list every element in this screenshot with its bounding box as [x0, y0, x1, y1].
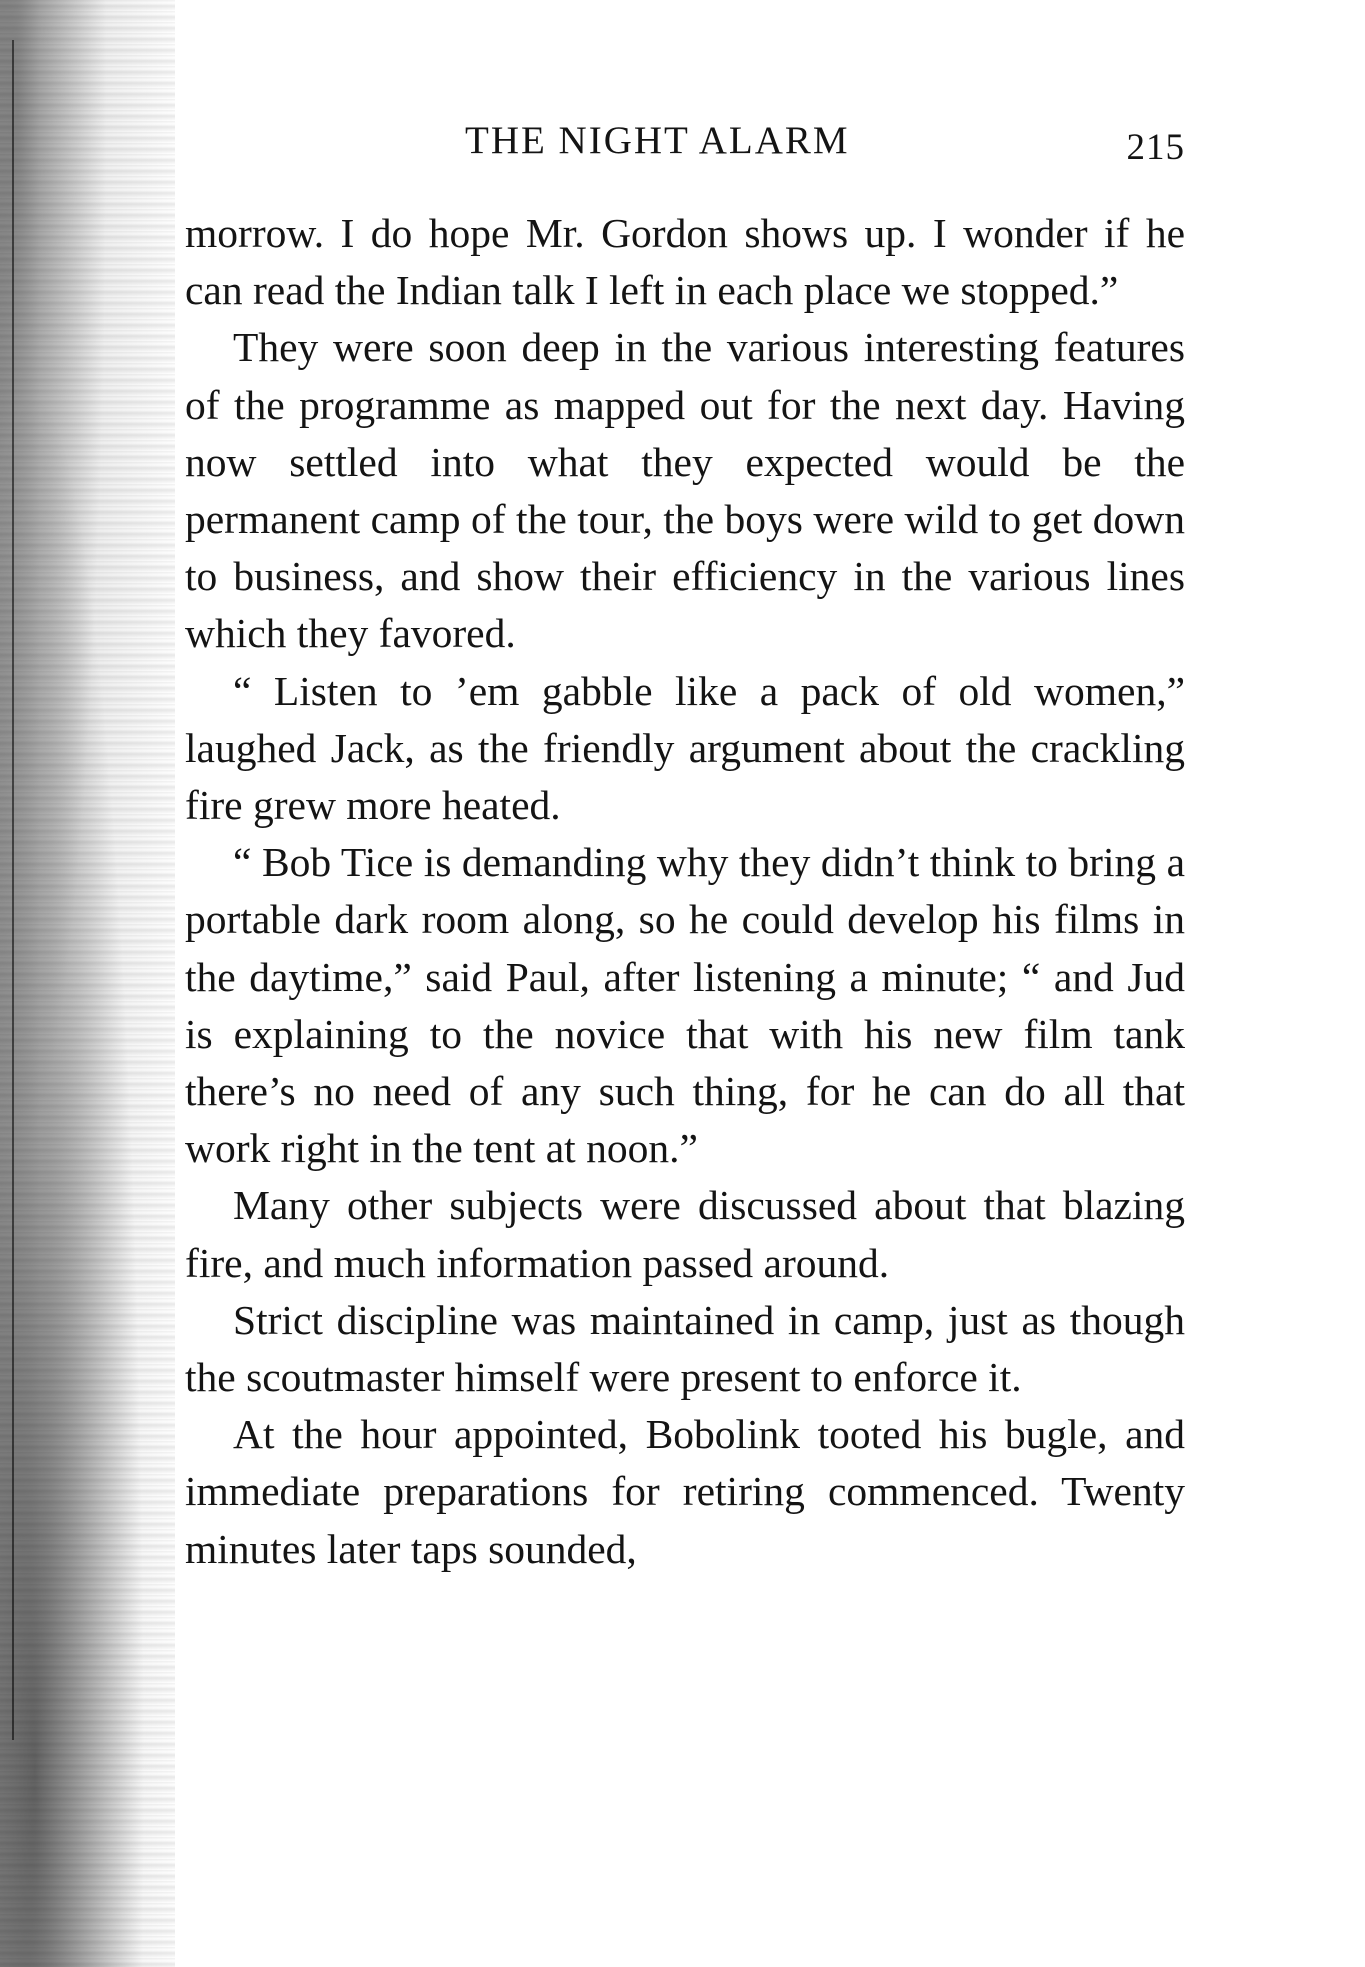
- paragraph: Many other subjects were discussed about that blazing fire, and much information passed around.: [185, 1182, 1185, 1286]
- paragraph: morrow. I do hope Mr. Gordon shows up. I wonder if he can read the Indian talk I left in each place we stopped.”: [185, 210, 1185, 314]
- scan-gutter-shadow: [0, 0, 175, 1967]
- page-number: 215: [1126, 127, 1185, 168]
- paragraph: They were soon deep in the various interesting features of the programme as mapped out for the next day. Having now settled into what they expected would be the permanent camp of the tour, the boys were wild to get down to business, and show their efficiency in the various lines which they favored.: [185, 324, 1185, 657]
- scan-gutter-edge: [12, 40, 14, 1740]
- paragraph: At the hour appointed, Bobolink tooted his bugle, and immediate preparations for retiring commenced. Twenty minutes later taps sounded,: [185, 1411, 1185, 1572]
- body-text: [185, 205, 1185, 1578]
- paragraph: “ Bob Tice is demanding why they didn’t think to bring a portable dark room along, so he could develop his films in the daytime,” said Paul, after listening a minute; “ and Jud is explaining to the novice that with his new film tank there’s no need of any such thing, for he can do all that work right in the tent at noon.”: [185, 839, 1185, 1172]
- chapter-title: THE NIGHT ALARM: [465, 119, 850, 162]
- paragraph: Strict discipline was maintained in camp, just as though the scoutmaster himself were present to enforce it.: [185, 1296, 1185, 1401]
- running-header: [185, 118, 1185, 178]
- paragraph: “ Listen to ’em gabble like a pack of old women,” laughed Jack, as the friendly argument about the crackling fire grew more heated.: [185, 667, 1185, 829]
